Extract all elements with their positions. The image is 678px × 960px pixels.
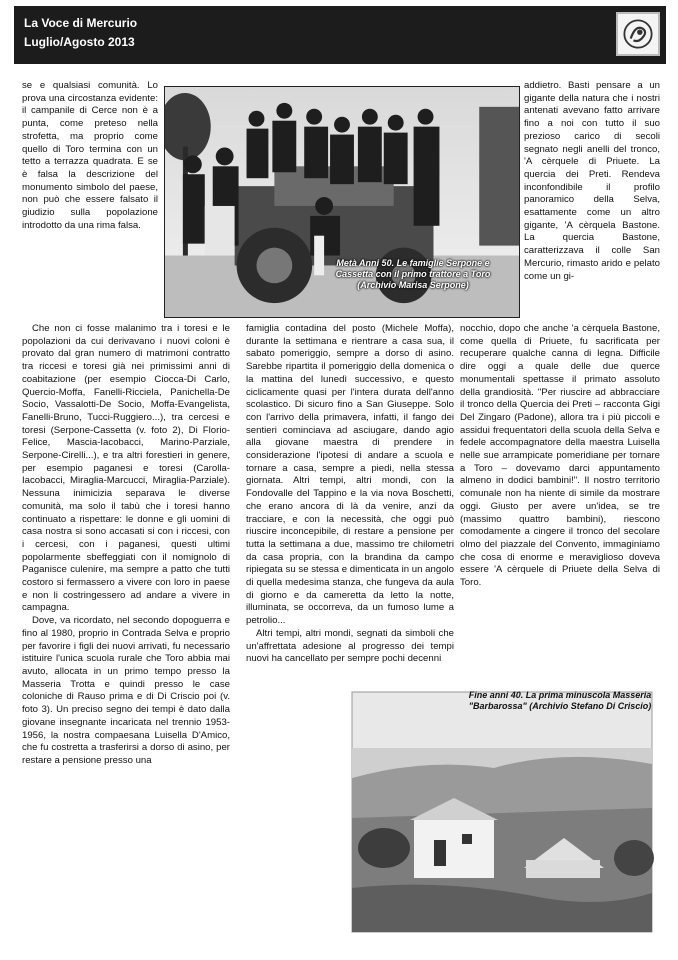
column1-top-text	[22, 80, 158, 232]
photo-tractor-caption: Metà Anni 50. Le famiglie Serpone e Cassetta con il primo trattore a Toro (Archivio Marisa Serpone)	[335, 258, 491, 290]
column2-text	[246, 323, 454, 666]
column2-paragraph-teacher: famiglia contadina del posto (Michele Moffa), durante la settimana e rientrare a casa sua, il sabato pomeriggio, sempre a dorso di asino. Sarebbe ripartita il pomeriggio della domenica o la mattina del lunedì successivo, e questo ciclicamente quasi per l'intera durata dell'anno scolastico. Di sicuro fino a San Giuseppe. Solo con l'arrivo della primavera, infatti, il fango dei sentieri cominciava ad asciugare, dando agio alla giovane maestra di prendere in considerazione l'ipotesi di andare a scuola e tornare a casa, sempre a piedi, nella stessa giornata. Altri tempi, altri mondi, con la Fondovalle del Tappino e la via nova Boschetti, che erano ancora di là da venire, anzi da tracciare, e con la necessità, che oggi può riuscire inconcepibile, di restare a pensione per tutta la settimana a due, massimo tre chilometri da casa propria, con la brandina da campo ripiegata su se stessa e dimenticata in un angolo di quella medesima stanza, che fungeva da aula di giorno e da cameretta da letto la notte, illuminata, se occorreva, da un fumoso lume a petrolio...	[246, 323, 454, 627]
photo-masseria-caption: Fine anni 40. La prima minuscola Masseria "Barbarossa" (Archivio Stefano Di Criscio)	[468, 690, 652, 711]
column3-paragraph-oaks: nocchio, dopo che anche 'a cèrquela Bastone, come quella di Priuete, fu sacrificata per recuperare qualche canna di legna. Difficile dire oggi a quale delle due querce monumentali spettasse il primato assoluto della grandiosità. "Per riuscire ad abbracciare il tronco della Quercia dei Preti – racconta Gigi Del Zingaro (Padone), allora tra i più piccoli e assidui frequentatori della scuola della Selva e fedele accompagnatore della maestra Luisella nelle sue arrampicate pomeridiane per tornare a Toro – dovevamo darci appuntamento almeno in dodici bambini!". Il nostro territorio comunale non ha niente di simile da mostrare oggi. Giusto per avere un'idea, se tre (massimo quattro bambini), riescono comodamente a cingere il tronco del secolare olmo del piazzale del Convento, immaginiamo che cosa di enorme e meraviglioso doveva essere 'A cèrquele di Priuete della Selva di Toro.	[460, 323, 660, 589]
column3-bottom-text	[460, 323, 660, 590]
page-header	[14, 6, 666, 64]
column1-paragraph-school: Dove, va ricordato, nel secondo dopoguerra e fino al 1980, proprio in Contrada Selva e proprio per favorire i figli dei nuovi arrivati, fu necessario istituire l'unica scuola rurale che Toro abbia mai avuto, allocata in un primo tempo presso la Masseria Trotta e quindi presso le case coloniche di Rauso prima e di Di Criscio poi (v. foto 3). Un preciso segno dei tempi è dato dalla giovane insegnante incaricata nel trennio 1953-1956, la nostra compaesana Luisella D'Amico, che fu costretta a trasferirsi a dorso di asino, per restare a pensione presso una	[22, 615, 230, 766]
column2-paragraph-times: Altri tempi, altri mondi, segnati da simboli che un'affrettata adesione al progresso dei tempi nuovi ha cancellato per sempre pochi decenni	[246, 627, 454, 665]
column3-top-paragraph: addietro. Basti pensare a un gigante della natura che i nostri antenati avevano fatto arrivare fino a noi con tutto il suo prezioso carico di secoli segnato negli anelli del tronco, 'A cèrquele di Priuete. La quercia dei Preti. Rendeva inconfondibile il profilo panoramico della Selva, esattamente come un altro gigante, 'A cèrquela Bastone. La quercia Bastone, caratterizzava il colle San Mercurio, rimasto arido e pelato come un gi-	[524, 80, 660, 282]
column1-paragraph-marriages: Che non ci fosse malanimo tra i toresi e le popolazioni da cui derivavano i nuovi coloni è provato dal gran numero di matrimoni contratto tra riccesi e toresi già nei primissimi anni di coabitazione (per esempio Ciocca-Di Carlo, Quercio-Moffa, Fanelli-Ricciela, Panichella-De Socio, Vassalotti-De Socio, Moffa-Evangelista, Fanelli-Bruno, Tucci-Ruggiero...), tra cercesi e toresi (Serpone-Cassetta (v. foto 2), Di Florio-Felice, Mascia-Iacobacci, Marino-Parziale, Serpone-Cirelli...), e tra altri forestieri in genere, per esempio paganesi e toresi (Carolla-Iacobacci, Miraglia-Marcucci, Miraglia-Parziale). Nessuna inimicizia separava le diverse comunità, ma solo il tabù che i toresi hanno continuato a rispettare: le donne e gli uomini di casa nostra si sono accasati si con i riccesi, con i cercesi, con i paganesi, questi ultimi popolarmente sbeffeggiati con il nomignolo di Paganisce culenire, ma sempre a patto che tutti costoro si fermassero a vivere con loro in paese e non li costringessero ad andare a vivere in campagna.	[22, 323, 230, 614]
issue-date: Luglio/Agosto 2013	[24, 35, 135, 49]
column1-bottom-text	[22, 323, 230, 768]
magazine-title: La Voce di Mercurio	[24, 16, 138, 30]
column3-top-text	[524, 80, 660, 283]
photo-masseria-barbarossa	[344, 688, 660, 936]
magazine-logo	[616, 12, 660, 56]
column1-top-paragraph: se e qualsiasi comunità. Lo prova una circostanza evidente: il campanile di Cerce non è a punta, come preteso nella strofetta, ma proprio come quello di Toro termina con un tetto a terrazza quadrata. E se è falsa la descrizione del monumento simbolo del paese, non può che essere falsato il giudizio sulla popolazione introdotto da una rima falsa.	[22, 80, 158, 231]
